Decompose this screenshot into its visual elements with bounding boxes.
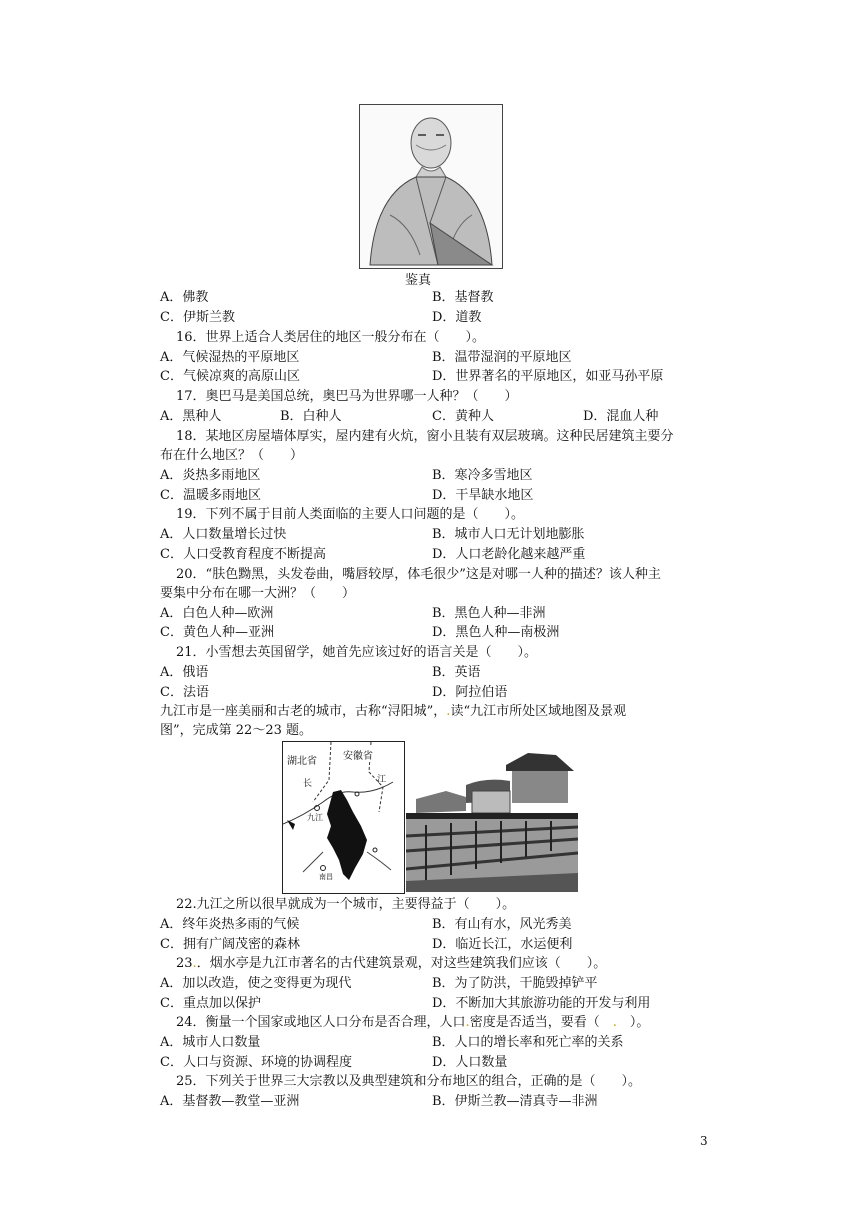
q17-option-c: C．黄种人 [432,409,494,424]
q16-option-d: D．世界著名的平原地区，如亚马孙平原 [432,369,664,384]
q15-option-b: B．基督教 [432,290,494,305]
map-label-chang: 长 [303,779,313,789]
q20-option-b: B．黑色人种—非洲 [432,606,546,621]
q20-stem-line1: 20．“肤色黝黑，头发卷曲，嘴唇较厚，体毛很少”这是对哪一人种的描述？该人种主 [176,567,661,582]
q17-stem: 17．奥巴马是美国总统，奥巴马为世界哪一人种？（ ） [176,389,518,404]
q21-option-d: D．阿拉伯语 [432,685,508,700]
q23-dot: . [192,956,197,971]
q22-stem: 22.九江之所以很早就成为一个城市，主要得益于（ ）。 [176,897,516,912]
q22-option-d: D．临近长江，水运便利 [432,937,573,952]
q24-option-a: A．城市人口数量 [160,1035,261,1050]
map-label-nanchang: 南昌 [319,873,333,881]
q21-stem: 21．小雪想去英国留学，她首先应该过好的语言关是（ ）。 [176,645,538,660]
q16-stem: 16．世界上适合人类居住的地区一般分布在（ ）。 [176,330,486,345]
q19-stem: 19．下列不属于目前人类面临的主要人口问题的是（ ）。 [176,507,525,522]
q18-option-c: C．温暖多雨地区 [160,488,261,503]
q21-option-a: A．俄语 [160,665,209,680]
q15-option-a: A．佛教 [160,290,209,305]
q22-option-c: C．拥有广阔茂密的森林 [160,937,300,952]
q19-option-b: B．城市人口无计划地膨胀 [432,527,585,542]
passage-text-b: 读“九江市所处区域地图及景观 [450,704,627,719]
jianzhen-portrait [359,104,503,269]
q25-option-b: B．伊斯兰教—清真寺—非洲 [432,1094,598,1109]
passage-line1 [160,703,626,721]
q23-option-c: C．重点加以保护 [160,996,261,1011]
q21-option-b: B．英语 [432,665,481,680]
passage-text-a: 九江市是一座美丽和古老的城市，古称“浔阳城”， [160,704,447,719]
q23-number: 23 [176,956,193,971]
q24-dot2: . [612,1015,617,1030]
q22-option-a: A．终年炎热多雨的气候 [160,917,300,932]
q25-option-a: A．基督教—教堂—亚洲 [160,1094,300,1109]
q23-stem [176,955,606,973]
q18-option-b: B．寒冷多雪地区 [432,468,533,483]
q23-option-b: B．为了防洪，干脆毁掉铲平 [432,976,598,991]
map-label-jiujiang: 九江 [307,813,323,822]
q17-option-d: D．混血人种 [583,409,659,424]
q19-option-c: C．人口受教育程度不断提高 [160,547,326,562]
portrait-caption: 鉴真 [405,273,432,288]
q18-stem-line1: 18．某地区房屋墙体厚实，屋内建有火炕，窗小且装有双层玻璃。这种民居建筑主要分 [176,429,674,444]
map-label-hubei: 湖北省 [287,752,317,767]
q16-option-c: C．气候凉爽的高原山区 [160,369,300,384]
q24-option-c: C．人口与资源、环境的协调程度 [160,1055,352,1070]
passage-line2: 图”，完成第 22～23 题。 [160,723,312,738]
q15-option-c: C．伊斯兰教 [160,310,235,325]
q15-option-d: D．道教 [432,310,482,325]
jiujiang-region-map [282,741,405,894]
q23-option-d: D．不断加大其旅游功能的开发与利用 [432,996,651,1011]
q24-text-b: 密度是否适当，要看（ [469,1015,613,1030]
q19-option-a: A．人口数量增长过快 [160,527,287,542]
q17-option-b: B．白种人 [280,409,342,424]
page-number: 3 [700,1134,708,1148]
q25-stem: 25．下列关于世界三大宗教以及典型建筑和分布地区的组合，正确的是（ ）。 [176,1074,642,1089]
yanshui-pavilion-photo [406,741,578,892]
q21-option-c: C．法语 [160,685,209,700]
passage-dot: . [446,704,451,719]
q18-option-a: A．炎热多雨地区 [160,468,261,483]
q18-option-d: D．干旱缺水地区 [432,488,534,503]
q24-dot: . [465,1015,470,1030]
q18-stem-line2: 布在什么地区？（ ） [160,448,304,463]
q20-option-d: D．黑色人种—南极洲 [432,625,560,640]
q16-option-b: B．温带湿润的平原地区 [432,350,572,365]
q24-text-c: ）。 [616,1015,650,1030]
q20-option-a: A．白色人种—欧洲 [160,606,274,621]
q24-text-a: 24．衡量一个国家或地区人口分布是否合理，人口 [176,1015,466,1030]
q22-option-b: B．有山有水，风光秀美 [432,917,572,932]
map-label-jiang: 江 [377,775,387,785]
q24-option-d: D．人口数量 [432,1055,508,1070]
q24-stem [176,1014,649,1032]
q24-option-b: B．人口的增长率和死亡率的关系 [432,1035,624,1050]
q17-option-a: A．黑种人 [160,409,222,424]
map-label-anhui: 安徽省 [343,747,373,762]
q20-option-c: C．黄色人种—亚洲 [160,625,274,640]
q23-option-a: A．加以改造，使之变得更为现代 [160,976,352,991]
q23-text: ．烟水亭是九江市著名的古代建筑景观，对这些建筑我们应该（ ）。 [196,956,607,971]
q19-option-d: D．人口老龄化越来越严重 [432,547,586,562]
q20-stem-line2: 要集中分布在哪一大洲？（ ） [160,586,356,601]
q16-option-a: A．气候湿热的平原地区 [160,350,300,365]
